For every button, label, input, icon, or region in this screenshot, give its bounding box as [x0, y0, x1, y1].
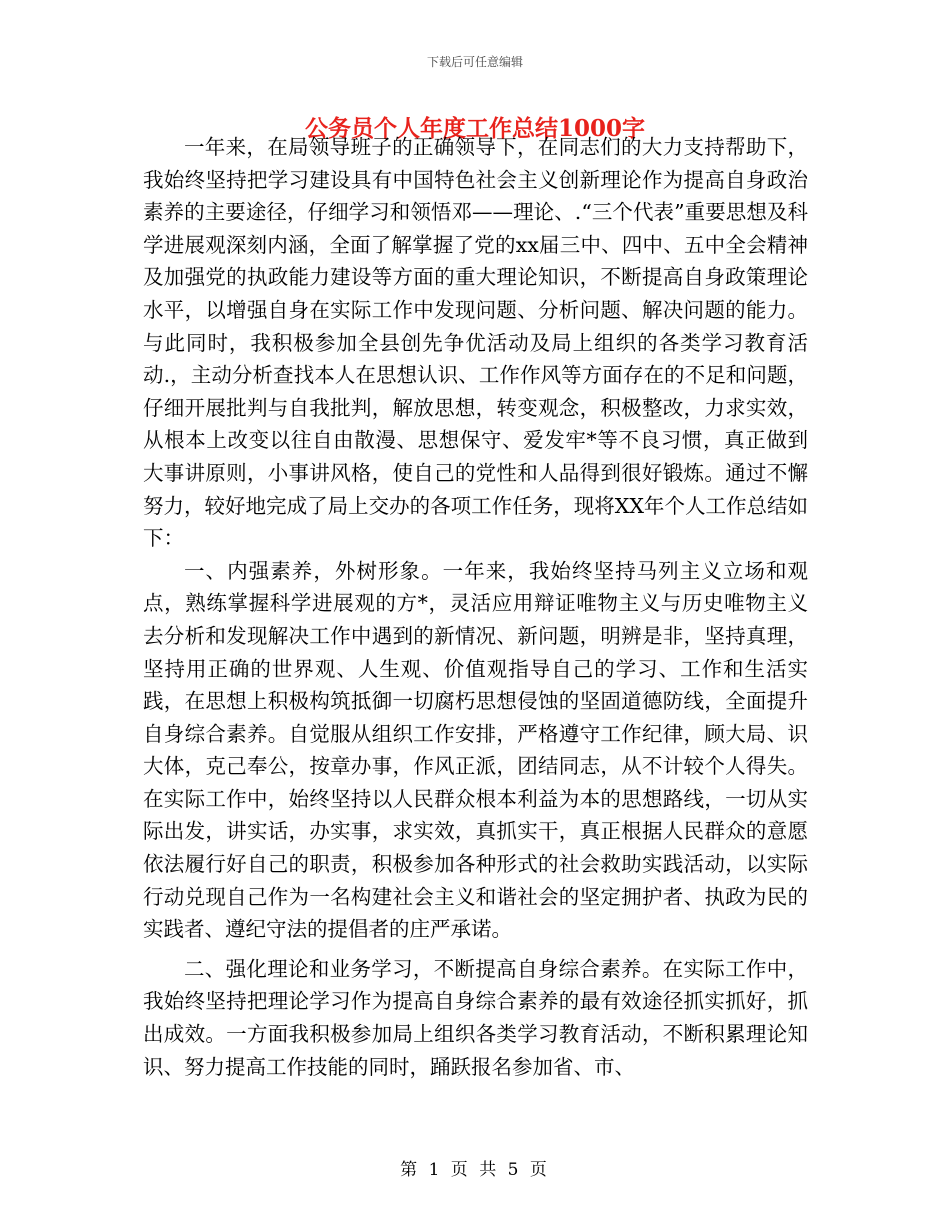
page-header: 下载后可任意编辑 — [426, 55, 523, 69]
paragraph-intro: 一年来，在局领导班子的正确领导下，在同志们的大力支持帮助下，我始终坚持把学习建设具有中国特色社会主义创新理论作为提高自身政治素养的主要途径，仔细学习和领悟邓——理论、.“三个代表”重要思想及科学进展观深刻内涵，全面了解掌握了党的xx届三中、四中、五中全会精神及加强党的执政能力建设等方面的重大理论知识，不断提高自身政策理论水平，以增强自身在实际工作中发现问题、分析问题、解决问题的能力。与此同时，我积极参加全县创先争优活动及局上组织的各类学习教育活动.，主动分析查找本人在思想认识、工作作风等方面存在的不足和问题，仔细开展批判与自我批判，解放思想，转变观念，积极整改，力求实效，从根本上改变以往自由散漫、思想保守、爱发牢*等不良习惯，真正做到大事讲原则，小事讲风格，使自己的党性和人品得到很好锻炼。通过不懈努力，较好地完成了局上交办的各项工作任务，现将XX年个人工作总结如下： — [143, 135, 808, 551]
document-body — [143, 131, 808, 1083]
paragraph-section-2: 二、强化理论和业务学习，不断提高自身综合素养。在实际工作中，我始终坚持把理论学习作为提高自身综合素养的最有效途径抓实抓好，抓出成效。一方面我积极参加局上组织各类学习教育活动，不断积累理论知识、努力提高工作技能的同时，踊跃报名参加省、市、 — [143, 956, 808, 1079]
document-title: 公务员个人年度工作总结1000字 — [304, 115, 645, 142]
page-number: 第 1 页 共 5 页 — [400, 1160, 550, 1180]
paragraph-section-1: 一、内强素养，外树形象。一年来，我始终坚持马列主义立场和观点，熟练掌握科学进展观的方*，灵活应用辩证唯物主义与历史唯物主义去分析和发现解决工作中遇到的新情况、新问题，明辨是非，坚持真理，坚持用正确的世界观、人生观、价值观指导自己的学习、工作和生活实践，在思想上积极构筑抵御一切腐朽思想侵蚀的坚固道德防线，全面提升自身综合素养。自觉服从组织工作安排，严格遵守工作纪律，顾大局、识大体，克己奉公，按章办事，作风正派，团结同志，从不计较个人得失。在实际工作中，始终坚持以人民群众根本利益为本的思想路线，一切从实际出发，讲实话，办实事，求实效，真抓实干，真正根据人民群众的意愿依法履行好自己的职责，积极参加各种形式的社会救助实践活动，以实际行动兑现自己作为一名构建社会主义和谐社会的坚定拥护者、执政为民的实践者、遵纪守法的提倡者的庄严承诺。 — [143, 558, 808, 942]
